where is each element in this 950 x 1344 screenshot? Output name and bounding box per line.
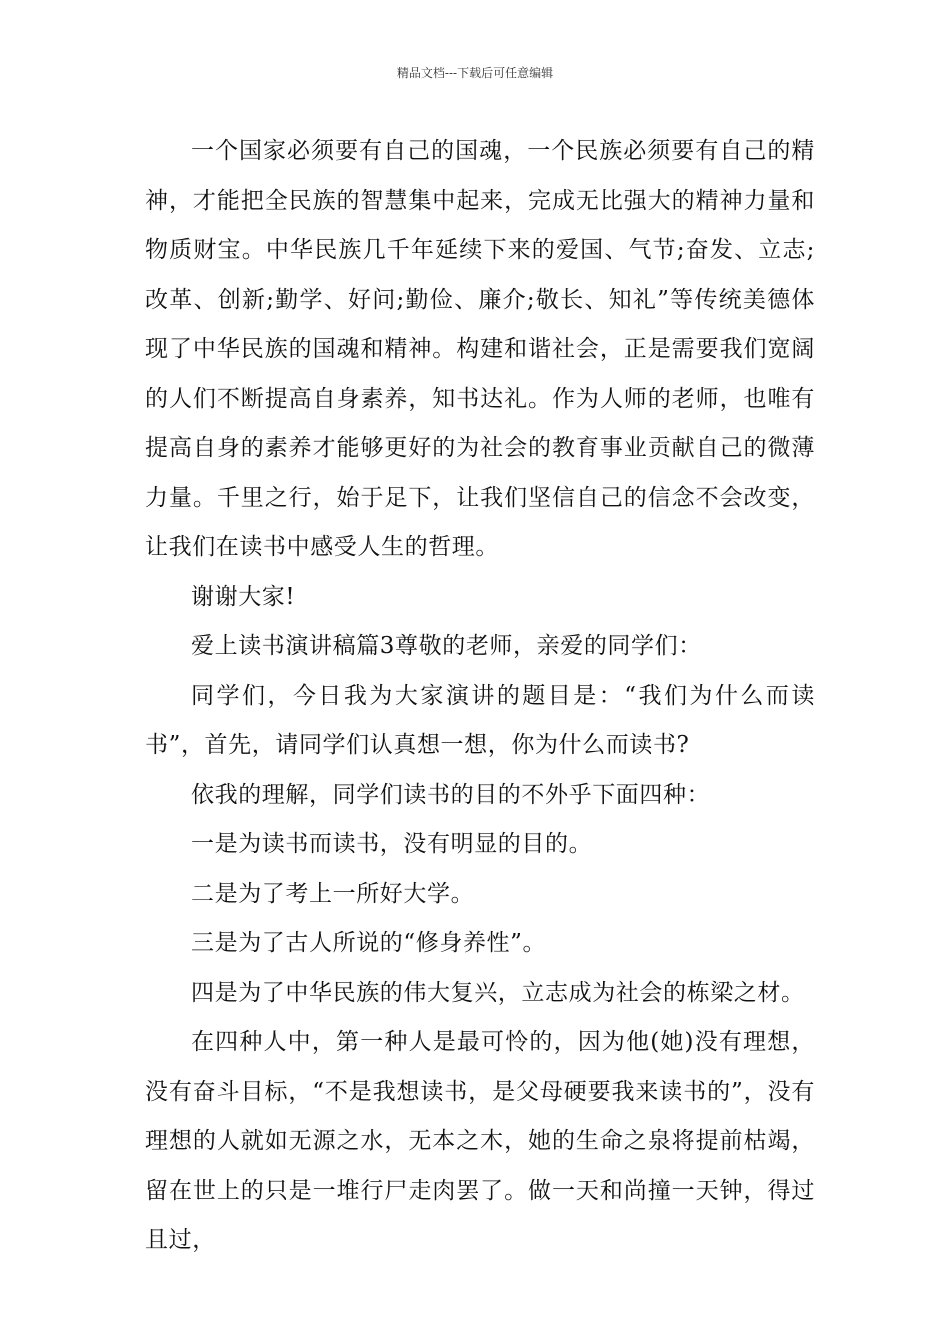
paragraph-purpose-one: 一是为读书而读书，没有明显的目的。 xyxy=(191,831,593,857)
paragraph-four-purposes-intro: 依我的理解，同学们读书的目的不外乎下面四种： xyxy=(191,781,711,808)
paragraph-purpose-three: 三是为了古人所说的“修身养性”。 xyxy=(191,930,547,956)
paragraph-speech-3-greeting: 爱上读书演讲稿篇3尊敬的老师，亲爱的同学们： xyxy=(191,633,702,659)
paragraph-first-kind-analysis: 在四种人中，第一种人是最可怜的，因为他(她)没有理想，没有奋斗目标，“不是我想读书，是父母硬要我来读书的”，没有理想的人就如无源之水，无本之木，她的生命之泉将提前枯竭，留在世上的只是一堆行尸走肉罢了。做一天和尚撞一天钟，得过且过， xyxy=(145,1029,815,1253)
paragraph-national-spirit: 一个国家必须要有自己的国魂，一个民族必须要有自己的精神，才能把全民族的智慧集中起来，完成无比强大的精神力量和物质财宝。中华民族几千年延续下来的爱国、气节;奋发、立志;改革、创新;勤学、好问;勤俭、廉介;敬长、知礼”等传统美德体现了中华民族的国魂和精神。构建和谐社会，正是需要我们宽阔的人们不断提高自身素养，知书达礼。作为人师的老师，也唯有提高自身的素养才能够更好的为社会的教育事业贡献自己的微薄力量。千里之行，始于足下，让我们坚信自己的信念不会改变，让我们在读书中感受人生的哲理。 xyxy=(145,138,815,560)
page-header: 精品文档---下载后可任意编辑 xyxy=(396,66,554,80)
paragraph-purpose-two: 二是为了考上一所好大学。 xyxy=(191,880,475,907)
paragraph-speech-topic: 同学们，今日我为大家演讲的题目是：“我们为什么而读书”，首先，请同学们认真想一想，你为什么而读书? xyxy=(145,682,815,758)
paragraph-purpose-four: 四是为了中华民族的伟大复兴，立志成为社会的栋梁之材。 xyxy=(191,979,805,1006)
document-body xyxy=(145,127,815,1266)
paragraph-thanks: 谢谢大家! xyxy=(191,583,296,610)
